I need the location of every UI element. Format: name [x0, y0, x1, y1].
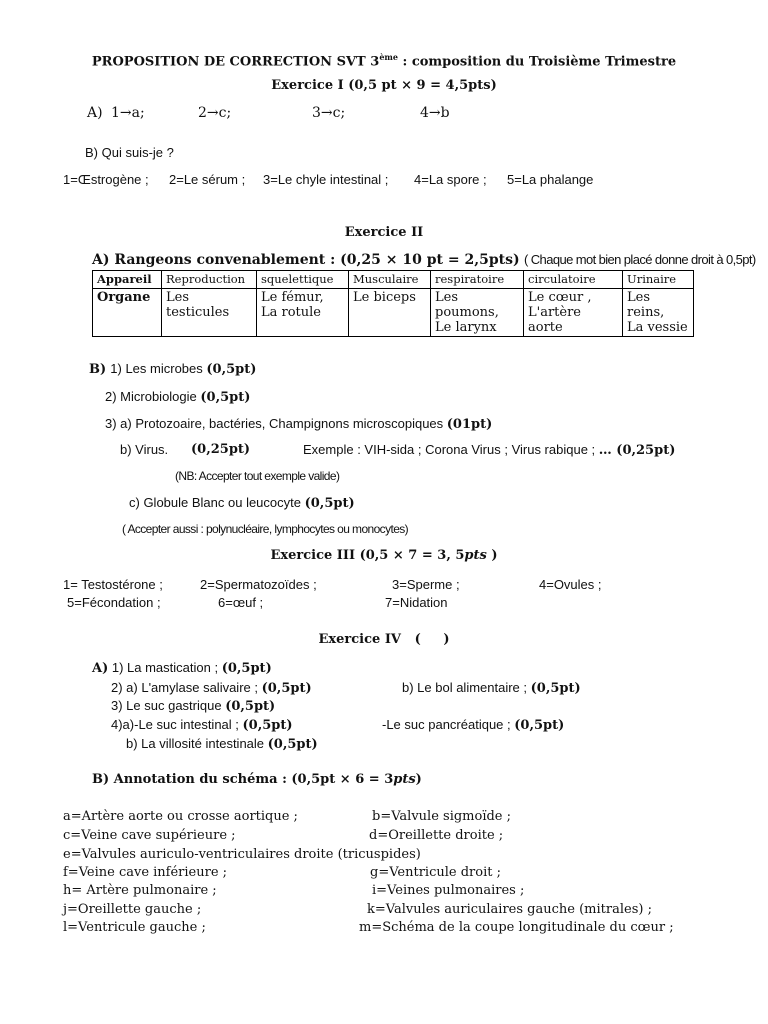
exercise-4-b-title: B) Annotation du schéma : (0,5pt × 6 = 3pts) — [92, 772, 422, 787]
exercise-2-b-3b-example: Exemple : VIH-sida ; Corona Virus ; Virus rabique ; … (0,25pt) — [303, 442, 676, 458]
annotation-item: l=Ventricule gauche ; — [63, 920, 206, 935]
annotation-item: j=Oreillette gauche ; — [63, 902, 202, 917]
exercise-4-title: Exercice IV ( ) — [318, 632, 450, 647]
table-row-label: Organe — [93, 289, 162, 337]
answer-item: 1=Œstrogène ; — [63, 172, 149, 187]
exercise-3-title: Exercice III (0,5 × 7 = 3, 5pts ) — [270, 548, 498, 563]
annotation-item: c=Veine cave supérieure ; — [63, 828, 236, 843]
note: ( Accepter aussi : polynucléaire, lymphocytes ou monocytes) — [122, 522, 409, 536]
annotation-item: m=Schéma de la coupe longitudinale du cœur ; — [359, 920, 674, 935]
answer-item: 3=Le chyle intestinal ; — [263, 172, 389, 187]
table-header: Appareil — [93, 271, 162, 289]
answer-item: 5=La phalange — [507, 172, 594, 187]
table-header: Urinaire — [623, 271, 694, 289]
exercise-2-b-3a: 3) a) Protozoaire, bactéries, Champignons microscopiques (01pt) — [105, 416, 493, 432]
table-cell: Le biceps — [349, 289, 431, 337]
answer-item: 2→c; — [198, 105, 232, 121]
exercise-1-title: Exercice I (0,5 pt × 9 = 4,5pts) — [271, 78, 497, 93]
exercise-1-a-label: A) — [87, 105, 103, 121]
exercise-4-a-4b: b) La villosité intestinale (0,5pt) — [126, 736, 318, 752]
answer-item: 3→c; — [312, 105, 346, 121]
table-header: Reproduction — [162, 271, 257, 289]
exercise-1-b-label: B) Qui suis-je ? — [85, 145, 174, 160]
table-row — [93, 271, 694, 289]
exercise-2-b-3c: c) Globule Blanc ou leucocyte (0,5pt) — [129, 495, 355, 511]
table-header: circulatoire — [524, 271, 623, 289]
table-header: respiratoire — [431, 271, 524, 289]
annotation-item: i=Veines pulmonaires ; — [372, 883, 525, 898]
answer-item: 4→b — [420, 105, 450, 121]
annotation-item: a=Artère aorte ou crosse aortique ; — [63, 809, 298, 824]
answer-item: 6=œuf ; — [218, 595, 264, 610]
table-cell: Les testicules — [162, 289, 257, 337]
note: (NB: Accepter tout exemple valide) — [175, 469, 340, 483]
answer-item: 1→a; — [111, 105, 145, 121]
answer-item: 5=Fécondation ; — [67, 595, 161, 610]
annotation-item: b=Valvule sigmoïde ; — [372, 809, 512, 824]
exercise-2-title: Exercice II — [344, 225, 424, 240]
exercise-4-a-3: 3) Le suc gastrique (0,5pt) — [111, 698, 276, 714]
table-header: squelettique — [257, 271, 349, 289]
exercise-2-b-3b: b) Virus. — [120, 442, 169, 457]
exercise-4-a-4a-2: -Le suc pancréatique ; (0,5pt) — [382, 717, 565, 733]
points-label: (0,25pt) — [191, 442, 251, 457]
table-row — [93, 289, 694, 337]
exercise-4-a-1: A) 1) La mastication ; (0,5pt) — [92, 660, 272, 676]
exercise-4-a-4a: 4)a)-Le suc intestinal ; (0,5pt) — [111, 717, 293, 733]
exercise-4-a-2a: 2) a) L'amylase salivaire ; (0,5pt) — [111, 680, 312, 696]
annotation-item: e=Valvules auriculo-ventriculaires droite (tricuspides) — [63, 847, 421, 862]
annotation-item: g=Ventricule droit ; — [370, 865, 501, 880]
table-cell: Le cœur , L'artère aorte — [524, 289, 623, 337]
exercise-2-b-1: B) 1) Les microbes (0,5pt) — [89, 361, 257, 377]
organ-table — [92, 270, 694, 337]
table-cell: Le fémur, La rotule — [257, 289, 349, 337]
table-header: Musculaire — [349, 271, 431, 289]
annotation-item: h= Artère pulmonaire ; — [63, 883, 217, 898]
answer-item: 3=Sperme ; — [392, 577, 460, 592]
annotation-item: d=Oreillette droite ; — [369, 828, 504, 843]
table-cell: Les reins, La vessie — [623, 289, 694, 337]
answer-item: 7=Nidation — [385, 595, 448, 610]
answer-item: 4=Ovules ; — [539, 577, 602, 592]
answer-item: 4=La spore ; — [414, 172, 487, 187]
annotation-item: f=Veine cave inférieure ; — [63, 865, 228, 880]
answer-item: 1= Testostérone ; — [63, 577, 163, 592]
exercise-2-a-title: A) Rangeons convenablement : (0,25 × 10 pt = 2,5pts) ( Chaque mot bien placé donne droit à 0,5pt) — [92, 252, 756, 268]
answer-item: 2=Spermatozoïdes ; — [200, 577, 317, 592]
exercise-2-b-2: 2) Microbiologie (0,5pt) — [105, 389, 251, 405]
page-title: PROPOSITION DE CORRECTION SVT 3ème : composition du Troisième Trimestre — [91, 52, 677, 70]
table-cell: Les poumons, Le larynx — [431, 289, 524, 337]
exercise-4-a-2b: b) Le bol alimentaire ; (0,5pt) — [402, 680, 581, 696]
answer-item: 2=Le sérum ; — [169, 172, 246, 187]
annotation-item: k=Valvules auriculaires gauche (mitrales) ; — [367, 902, 652, 917]
